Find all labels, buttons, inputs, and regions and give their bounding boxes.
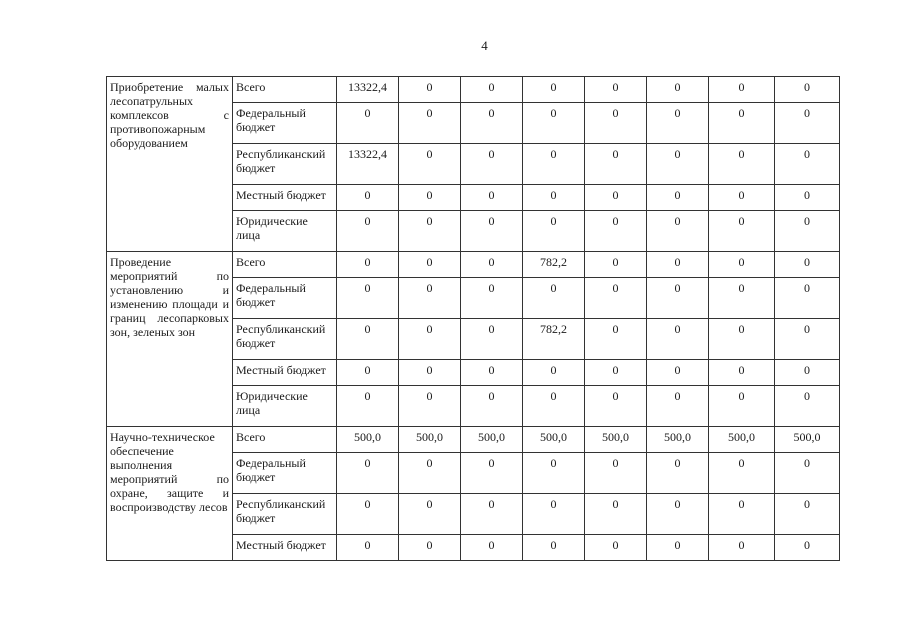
value-cell: 0 xyxy=(523,535,585,561)
value-cell: 0 xyxy=(523,77,585,103)
value-cell: 0 xyxy=(709,386,775,427)
value-cell: 0 xyxy=(647,535,709,561)
value-cell: 0 xyxy=(523,453,585,494)
value-cell: 0 xyxy=(709,494,775,535)
value-cell: 0 xyxy=(585,360,647,386)
value-cell: 0 xyxy=(337,211,399,252)
activity-cell: Приобретение малых лесопатрульных комплексов с противопожарным оборудованием xyxy=(107,77,233,252)
value-cell: 0 xyxy=(461,252,523,278)
value-cell: 0 xyxy=(709,185,775,211)
value-cell: 0 xyxy=(399,144,461,185)
value-cell: 0 xyxy=(585,211,647,252)
funding-source-cell: Юридические лица xyxy=(233,386,337,427)
value-cell: 0 xyxy=(709,453,775,494)
value-cell: 13322,4 xyxy=(337,77,399,103)
value-cell: 0 xyxy=(585,386,647,427)
value-cell: 13322,4 xyxy=(337,144,399,185)
value-cell: 0 xyxy=(585,494,647,535)
value-cell: 0 xyxy=(709,360,775,386)
value-cell: 0 xyxy=(647,319,709,360)
value-cell: 0 xyxy=(461,360,523,386)
funding-source-cell: Федеральный бюджет xyxy=(233,453,337,494)
value-cell: 0 xyxy=(709,278,775,319)
value-cell: 0 xyxy=(647,103,709,144)
value-cell: 0 xyxy=(399,386,461,427)
value-cell: 0 xyxy=(585,77,647,103)
value-cell: 0 xyxy=(647,185,709,211)
value-cell: 0 xyxy=(337,386,399,427)
budget-table-body xyxy=(107,77,840,561)
value-cell: 0 xyxy=(399,77,461,103)
value-cell: 0 xyxy=(585,319,647,360)
value-cell: 0 xyxy=(461,453,523,494)
value-cell: 0 xyxy=(523,211,585,252)
budget-table xyxy=(106,76,840,561)
value-cell: 0 xyxy=(775,535,840,561)
value-cell: 0 xyxy=(461,211,523,252)
funding-source-cell: Всего xyxy=(233,77,337,103)
value-cell: 0 xyxy=(523,144,585,185)
value-cell: 0 xyxy=(399,453,461,494)
value-cell: 0 xyxy=(647,386,709,427)
value-cell: 0 xyxy=(775,211,840,252)
value-cell: 782,2 xyxy=(523,252,585,278)
funding-source-cell: Местный бюджет xyxy=(233,360,337,386)
value-cell: 0 xyxy=(337,360,399,386)
value-cell: 0 xyxy=(775,453,840,494)
value-cell: 0 xyxy=(399,360,461,386)
value-cell: 0 xyxy=(399,535,461,561)
value-cell: 0 xyxy=(399,252,461,278)
value-cell: 0 xyxy=(337,252,399,278)
funding-source-cell: Всего xyxy=(233,427,337,453)
value-cell: 0 xyxy=(585,103,647,144)
value-cell: 0 xyxy=(585,144,647,185)
activity-cell: Научно-техническое обеспечение выполнения мероприятий по охране, защите и воспроизводству лесов xyxy=(107,427,233,561)
value-cell: 0 xyxy=(647,77,709,103)
value-cell: 0 xyxy=(461,103,523,144)
value-cell: 0 xyxy=(647,278,709,319)
value-cell: 0 xyxy=(399,103,461,144)
value-cell: 0 xyxy=(647,494,709,535)
value-cell: 0 xyxy=(709,535,775,561)
value-cell: 0 xyxy=(461,144,523,185)
value-cell: 0 xyxy=(709,103,775,144)
value-cell: 0 xyxy=(647,360,709,386)
value-cell: 0 xyxy=(461,386,523,427)
value-cell: 0 xyxy=(775,494,840,535)
value-cell: 0 xyxy=(585,535,647,561)
value-cell: 0 xyxy=(337,185,399,211)
value-cell: 0 xyxy=(523,185,585,211)
value-cell: 0 xyxy=(399,211,461,252)
value-cell: 0 xyxy=(585,185,647,211)
table-row xyxy=(107,77,840,103)
table-row xyxy=(107,427,840,453)
value-cell: 782,2 xyxy=(523,319,585,360)
value-cell: 0 xyxy=(775,319,840,360)
value-cell: 0 xyxy=(337,278,399,319)
funding-source-cell: Федеральный бюджет xyxy=(233,103,337,144)
funding-source-cell: Юридические лица xyxy=(233,211,337,252)
funding-source-cell: Местный бюджет xyxy=(233,185,337,211)
value-cell: 0 xyxy=(775,360,840,386)
value-cell: 0 xyxy=(461,77,523,103)
value-cell: 0 xyxy=(461,185,523,211)
value-cell: 0 xyxy=(399,278,461,319)
funding-source-cell: Республиканский бюджет xyxy=(233,144,337,185)
value-cell: 0 xyxy=(523,360,585,386)
value-cell: 0 xyxy=(775,77,840,103)
funding-source-cell: Местный бюджет xyxy=(233,535,337,561)
value-cell: 0 xyxy=(523,494,585,535)
value-cell: 0 xyxy=(775,278,840,319)
value-cell: 0 xyxy=(775,252,840,278)
funding-source-cell: Федеральный бюджет xyxy=(233,278,337,319)
value-cell: 0 xyxy=(337,535,399,561)
funding-source-cell: Всего xyxy=(233,252,337,278)
value-cell: 500,0 xyxy=(399,427,461,453)
value-cell: 500,0 xyxy=(585,427,647,453)
value-cell: 500,0 xyxy=(775,427,840,453)
value-cell: 0 xyxy=(709,252,775,278)
value-cell: 500,0 xyxy=(461,427,523,453)
value-cell: 0 xyxy=(709,77,775,103)
value-cell: 0 xyxy=(775,185,840,211)
value-cell: 0 xyxy=(647,453,709,494)
value-cell: 0 xyxy=(461,535,523,561)
value-cell: 500,0 xyxy=(647,427,709,453)
value-cell: 0 xyxy=(647,211,709,252)
value-cell: 0 xyxy=(585,453,647,494)
value-cell: 0 xyxy=(461,319,523,360)
value-cell: 0 xyxy=(337,103,399,144)
value-cell: 0 xyxy=(523,386,585,427)
value-cell: 0 xyxy=(399,185,461,211)
value-cell: 0 xyxy=(585,252,647,278)
value-cell: 0 xyxy=(585,278,647,319)
value-cell: 0 xyxy=(523,103,585,144)
value-cell: 0 xyxy=(709,319,775,360)
value-cell: 0 xyxy=(399,494,461,535)
value-cell: 0 xyxy=(775,103,840,144)
value-cell: 0 xyxy=(709,211,775,252)
funding-source-cell: Республиканский бюджет xyxy=(233,494,337,535)
value-cell: 0 xyxy=(709,144,775,185)
value-cell: 0 xyxy=(337,453,399,494)
value-cell: 500,0 xyxy=(337,427,399,453)
value-cell: 500,0 xyxy=(523,427,585,453)
table-row xyxy=(107,252,840,278)
funding-source-cell: Республиканский бюджет xyxy=(233,319,337,360)
value-cell: 0 xyxy=(461,494,523,535)
value-cell: 0 xyxy=(461,278,523,319)
value-cell: 0 xyxy=(337,494,399,535)
value-cell: 0 xyxy=(523,278,585,319)
activity-cell: Проведение мероприятий по установлению и изменению площади и границ лесопарковых зон, зеленых зон xyxy=(107,252,233,427)
page-number: 4 xyxy=(481,38,488,53)
value-cell: 0 xyxy=(399,319,461,360)
value-cell: 0 xyxy=(775,144,840,185)
value-cell: 500,0 xyxy=(709,427,775,453)
value-cell: 0 xyxy=(647,144,709,185)
value-cell: 0 xyxy=(775,386,840,427)
value-cell: 0 xyxy=(647,252,709,278)
value-cell: 0 xyxy=(337,319,399,360)
